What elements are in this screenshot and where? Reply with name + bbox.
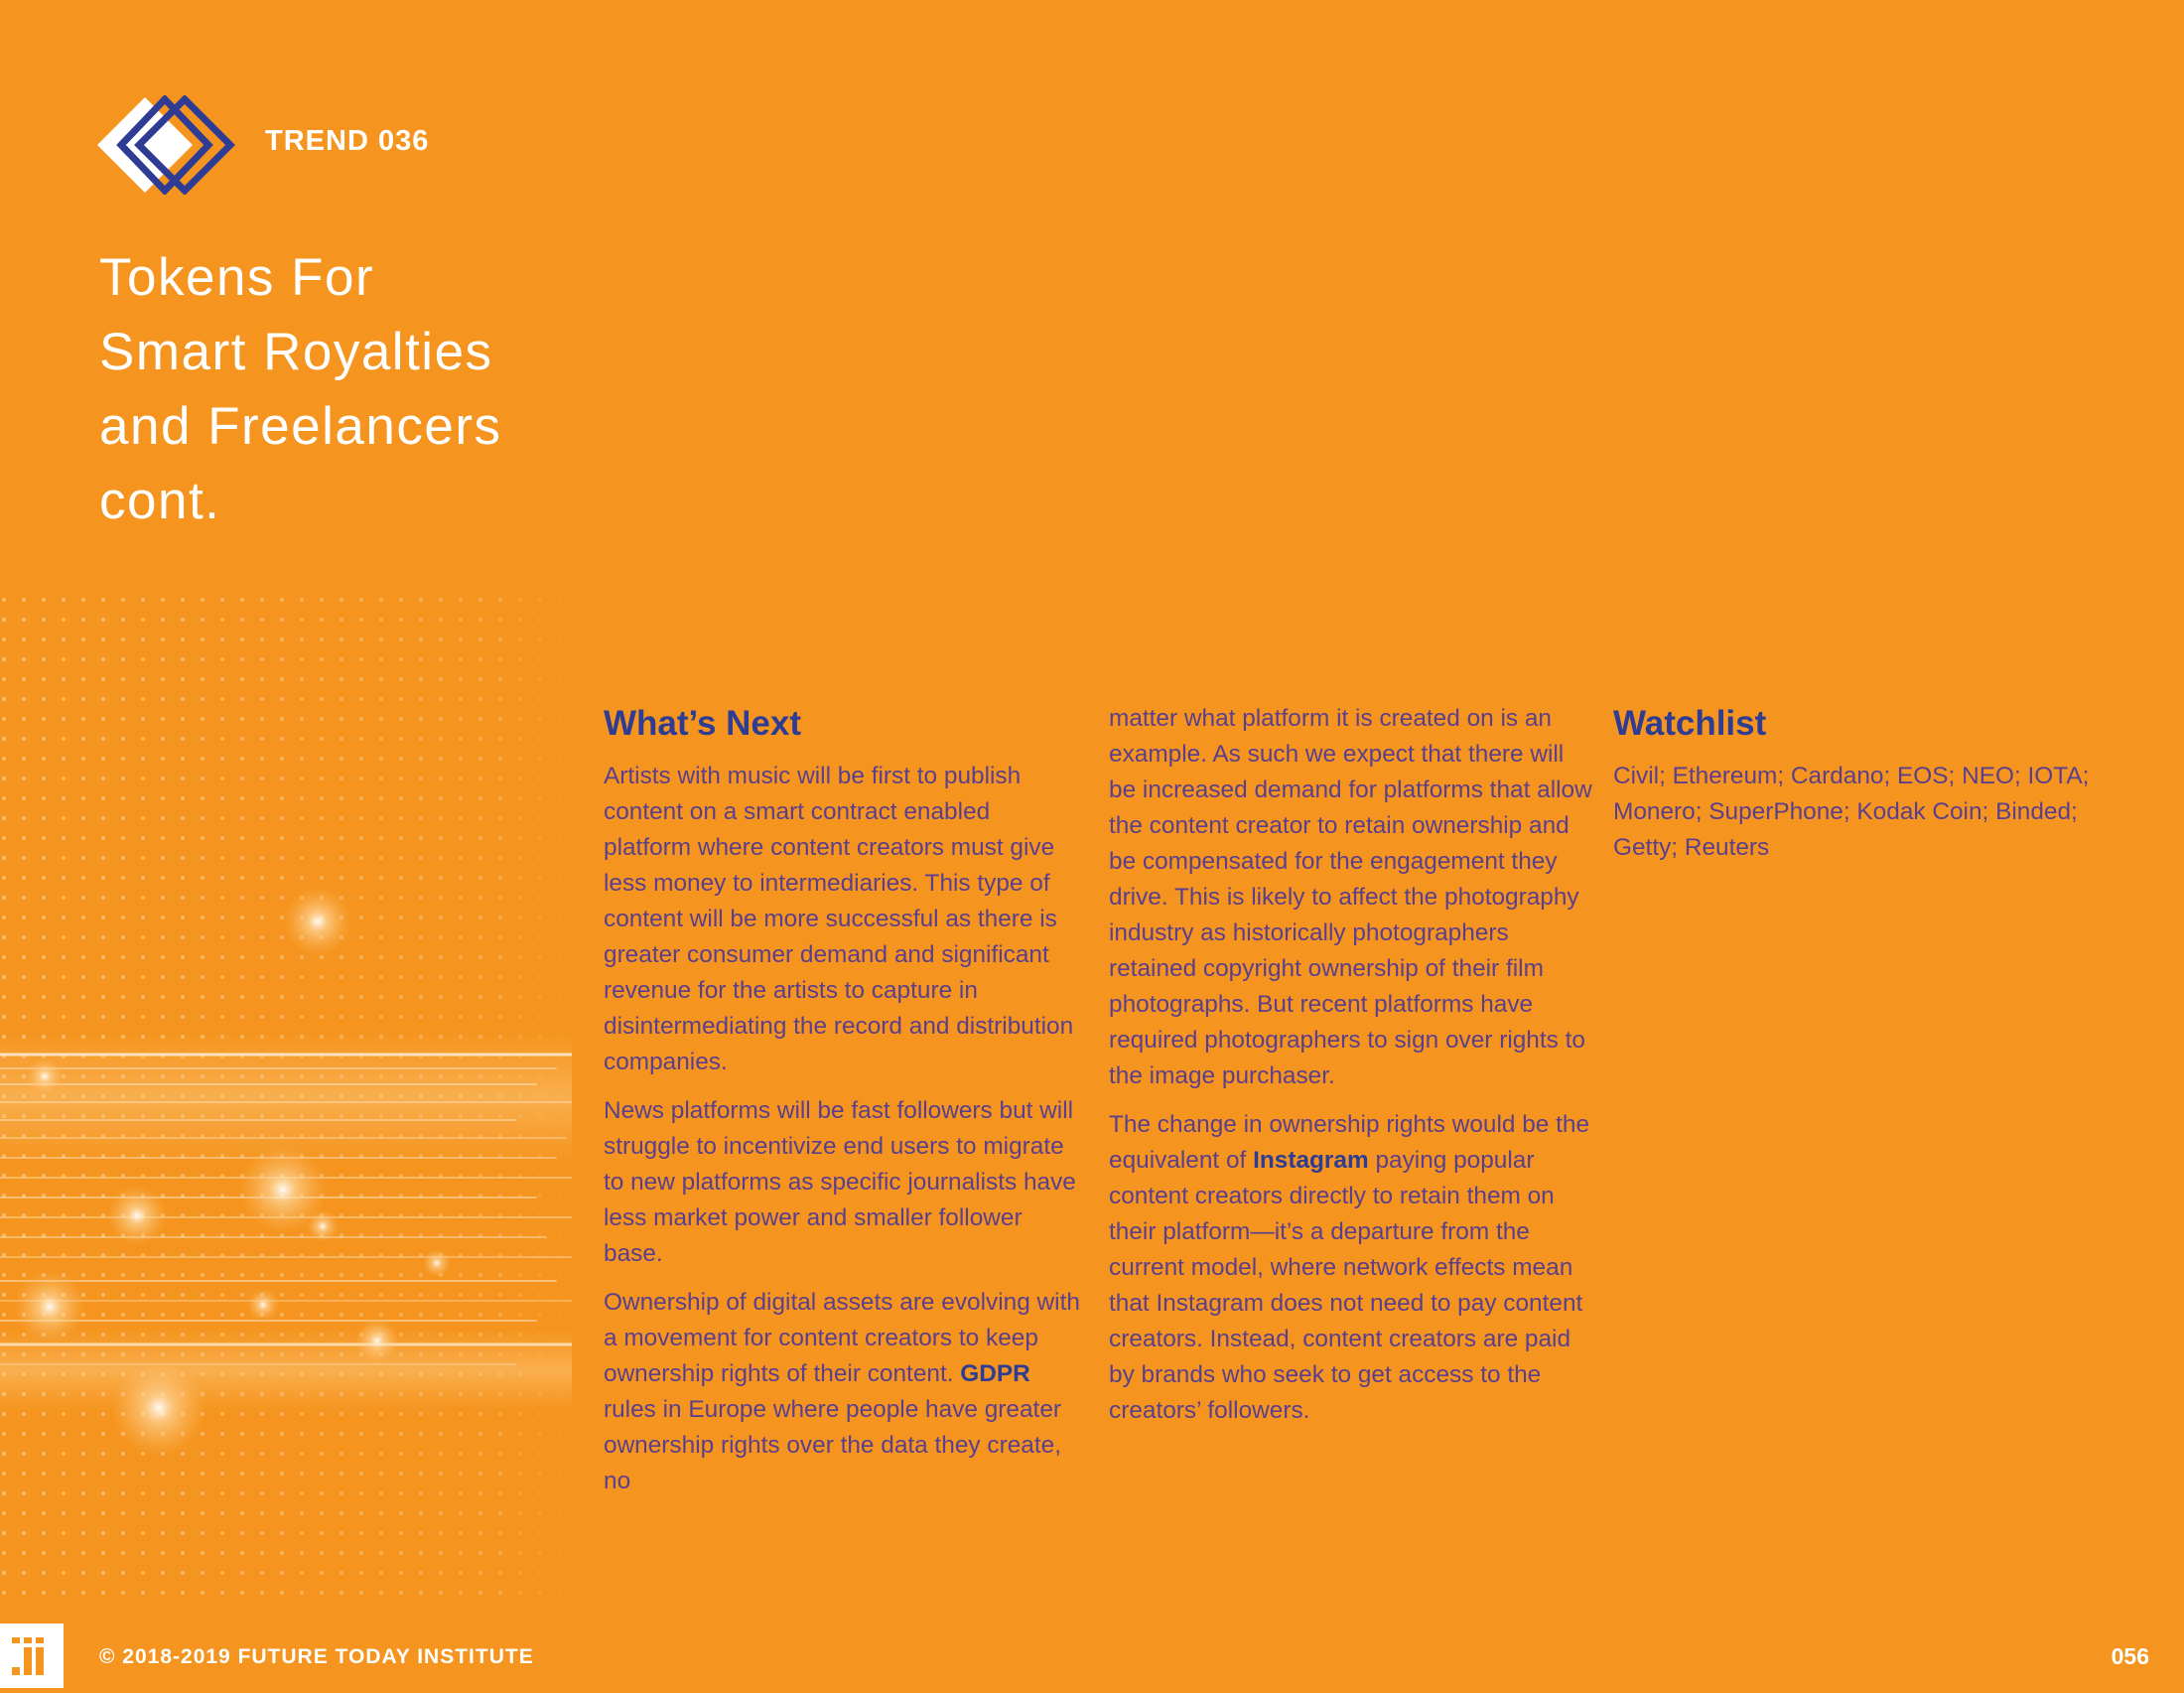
whats-next-column-1 [604,701,1080,1512]
whats-next-paragraph-4 [1109,1107,1595,1429]
copyright-footer: © 2018-2019 FUTURE TODAY INSTITUTE [99,1645,534,1668]
watchlist-heading: Watchlist [1613,704,1767,743]
page-title-line: Smart Royalties [99,323,493,381]
trend-diamond-logo-icon [95,95,238,195]
page-title [99,240,615,538]
whats-next-paragraph-2: News platforms will be fast followers but will struggle to incentivize end users to migrate to new platforms as specific journalists have less market power and smaller follower base. [604,1097,1076,1267]
gdpr-highlight: GDPR [960,1360,1030,1387]
page-number: 056 [2111,1643,2149,1669]
whats-next-column-2 [1109,701,1595,1442]
paragraph-text: The change in ownership rights would be the equivalent of [1109,1111,1590,1174]
whats-next-heading: What’s Next [604,704,802,743]
fti-logo-icon [0,1623,64,1688]
paragraph-text: Ownership of digital assets are evolving with a movement for content creators to keep ownership rights of their content. [604,1289,1080,1387]
instagram-highlight: Instagram [1253,1147,1369,1174]
whats-next-paragraph-1: Artists with music will be first to publish content on a smart contract enabled platform where content creators must give less money to intermediaries. This type of content will be more successful as there is greater consumer demand and significant revenue for the artists to capture in disintermediating the record and distribution companies. [604,763,1074,1075]
paragraph-text: paying popular content creators directly to retain them on their platform—it’s a departure from the current model, where network effects mean that Instagram does not need to pay content creators. Instead, content creators are paid by brands who seek to get access to the creators’ followers. [1109,1147,1583,1424]
page-title-line: cont. [99,472,221,530]
watchlist-text: Civil; Ethereum; Cardano; EOS; NEO; IOTA; Monero; SuperPhone; Kodak Coin; Binded; Getty; Reuters [1613,763,2090,861]
whats-next-paragraph-3-start [604,1285,1080,1499]
page-title-line: and Freelancers [99,397,502,456]
whats-next-paragraph-3-cont: matter what platform it is created on is an example. As such we expect that there will be increased demand for platforms that allow the content creator to retain ownership and be compensated for the engagement they drive. This is likely to affect the photography industry as historically photographers retained copyright ownership of their film photographs. But recent platforms have required photographers to sign over rights to the image purchaser. [1109,705,1592,1089]
watchlist-column [1613,701,2090,879]
page-title-line: Tokens For [99,248,375,307]
paragraph-text: rules in Europe where people have greater ownership rights over the data they create, no [604,1396,1062,1494]
trend-label: TREND 036 [265,125,430,157]
decorative-light-streak-artwork [0,596,572,1599]
